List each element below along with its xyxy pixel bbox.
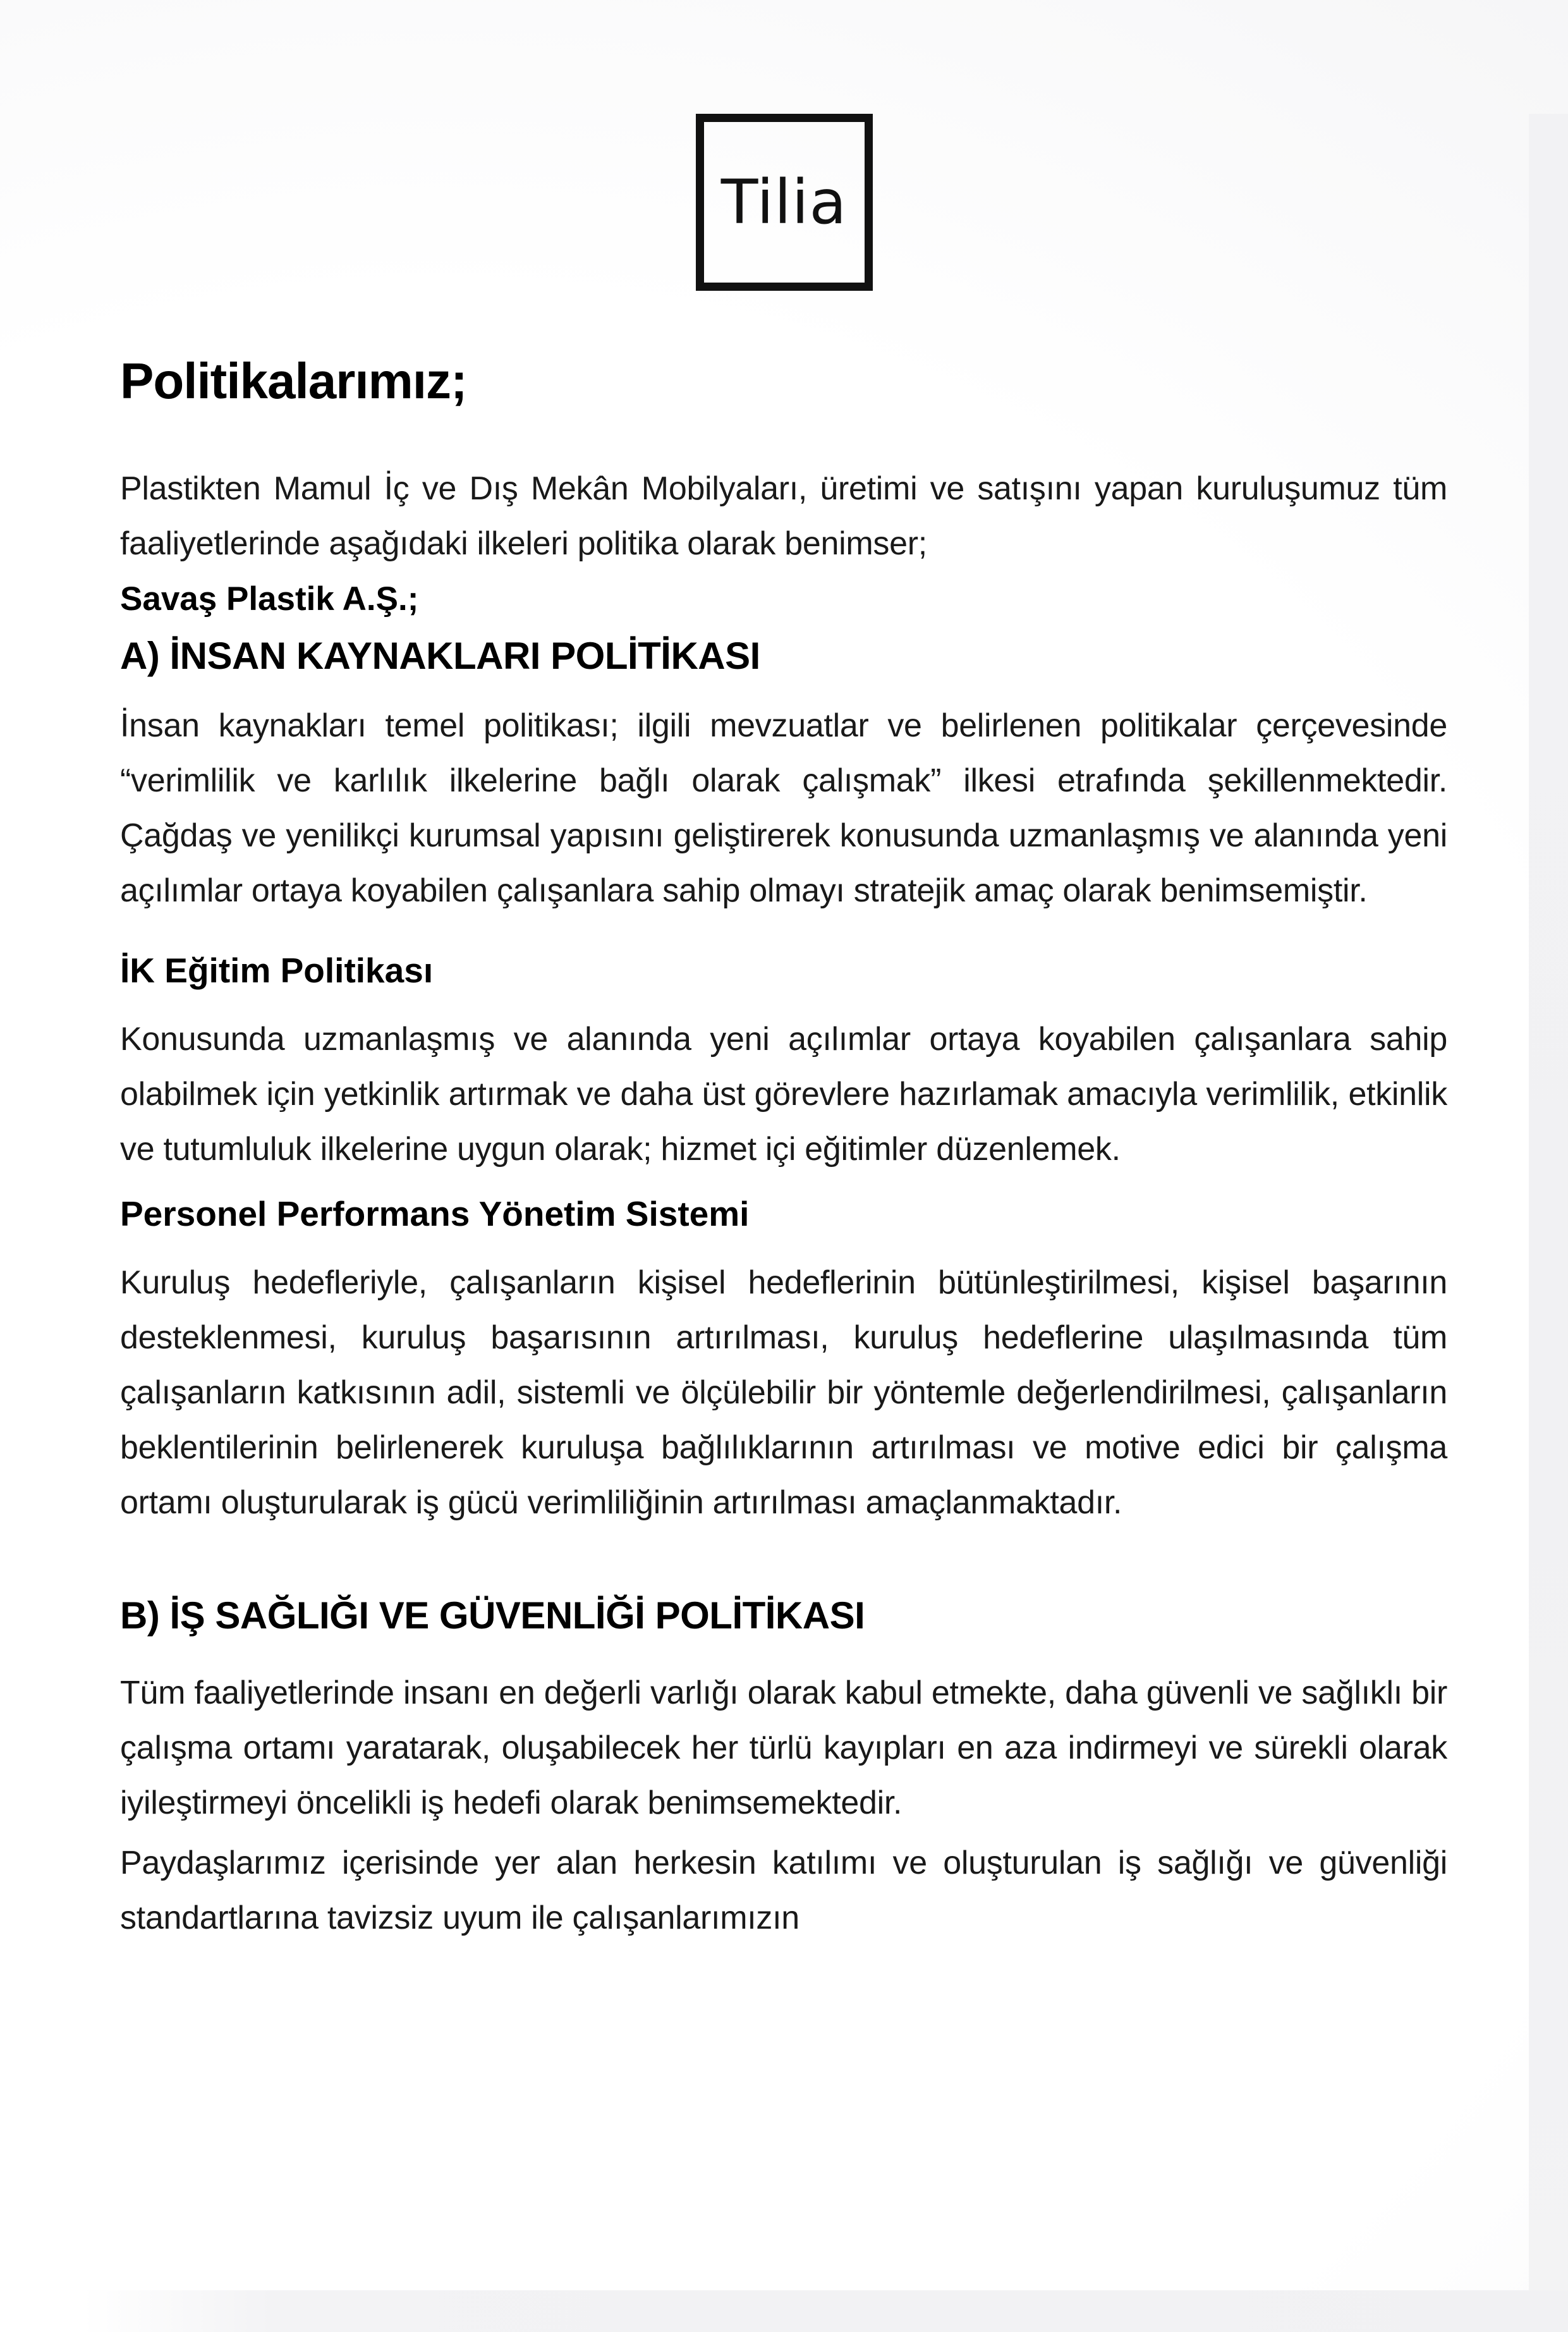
section-b-heading: B) İŞ SAĞLIĞI VE GÜVENLİĞİ POLİTİKASI [120,1594,865,1637]
hr-training-policy-paragraph: Konusunda uzmanlaşmış ve alanında yeni açılımlar ortaya koyabilen çalışanlara sahip olabilmek için yetkinlik artırmak ve daha üst görevlere hazırlamak amacıyla verimlilik, etkinlik ve tutumluluk ilkelerine uygun olarak; hizmet içi eğitimler düzenlemek. [120,1021,1447,1168]
document-page [0,114,1568,2332]
document-content [120,355,1447,1946]
backdrop-bottom-strip [0,2290,1568,2332]
intro-paragraph: Plastikten Mamul İç ve Dış Mekân Mobilyaları, üretimi ve satışını yapan kuruluşumuz tüm faaliyetlerinde aşağıdaki ilkeleri politika olarak benimser; [120,470,1447,562]
section-a-heading: A) İNSAN KAYNAKLARI POLİTİKASI [120,635,760,677]
performance-system-paragraph: Kuruluş hedefleriyle, çalışanların kişisel hedeflerinin bütünleştirilmesi, kişisel başarının desteklenmesi, kuruluş başarısının artırılması, kuruluş hedeflerine ulaşılmasında tüm çalışanların katkısının adil, sistemli ve ölçülebilir bir yöntemle değerlendirilmesi, çalışanların beklentilerinin belirlenerek kuruluşa bağlılıklarının artırılması ve motive edici bir çalışma ortamı oluşturularak iş gücü verimliliğinin artırılması amaçlanmaktadır. [120,1264,1447,1521]
section-a-paragraph: İnsan kaynakları temel politikası; ilgili mevzuatlar ve belirlenen politikalar çerçevesinde “verimlilik ve karlılık ilkelerine bağlı olarak çalışmak” ilkesi etrafında şekillenmektedir. Çağdaş ve yenilikçi kurumsal yapısını geliştirerek konusunda uzmanlaşmış ve alanında yeni açılımlar ortaya koyabilen çalışanlara sahip olmayı stratejik amaç olarak benimsemiştir. [120,707,1447,909]
hr-training-policy-heading: İK Eğitim Politikası [120,951,434,990]
backdrop-right-strip [1529,114,1568,2332]
logo-text: Tilia [720,167,848,238]
section-b-paragraph-1: Tüm faaliyetlerinde insanı en değerli varlığı olarak kabul etmekte, daha güvenli ve sağlıklı bir çalışma ortamı yaratarak, oluşabilecek her türlü kayıpları en aza indirmeyi ve sürekli olarak iyileştirmeyi öncelikli iş hedefi olarak benimsemektedir. [120,1675,1447,1821]
performance-system-heading: Personel Performans Yönetim Sistemi [120,1194,750,1233]
logo-box [696,114,873,291]
company-name-line: Savaş Plastik A.Ş.; [120,580,419,618]
section-b-paragraph-2: Paydaşlarımız içerisinde yer alan herkesin katılımı ve oluşturulan iş sağlığı ve güvenliği standartlarına tavizsiz uyum ile çalışanlarımızın [120,1845,1447,1936]
page-title: Politikalarımız; [120,353,467,409]
